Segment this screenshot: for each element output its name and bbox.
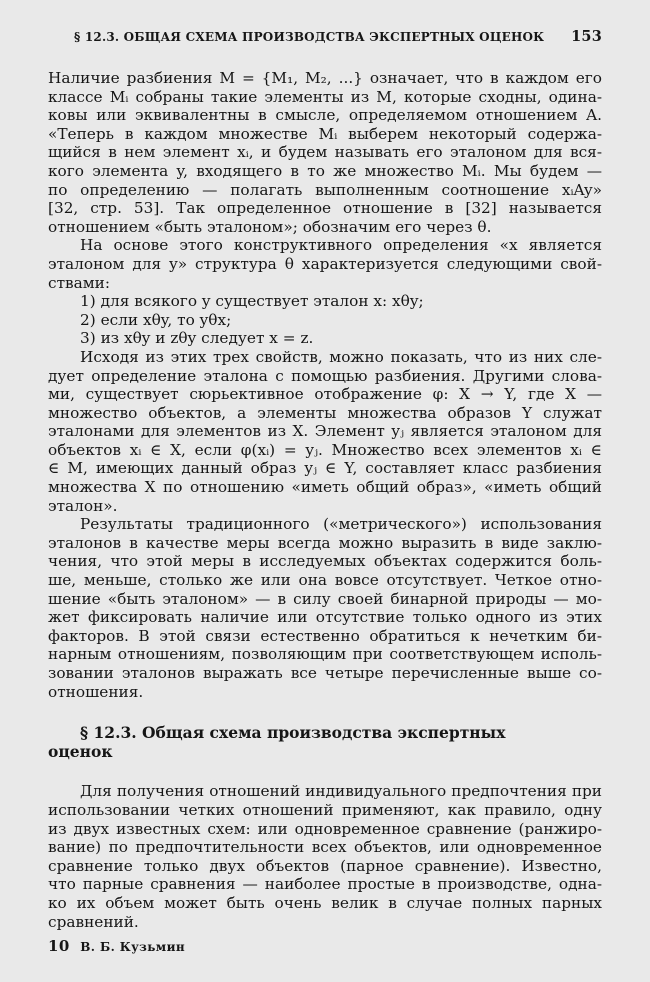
text-line: «Теперь в каждом множестве Mᵢ выберем некоторый содержа- [48,124,602,143]
text-line: щийся в нем элемент xᵢ, и будем называть его эталоном для вся- [48,143,602,162]
text-line: дует определение эталона с помощью разбиения. Другими слова- [48,366,602,385]
text-line: ковы или эквивалентны в смысле, определяемом отношением A. [48,106,602,125]
running-header [74,28,602,45]
text-line: шение «быть эталоном» — в силу своей бинарной природы — мо- [48,589,602,608]
text-line: зовании эталонов выражать все четыре перечисленные выше со- [48,664,602,682]
text-line: множества X по отношению «иметь общий образ», «иметь общий [48,478,602,497]
section-title-line: оценок [48,741,113,761]
text-line: из двух известных схем: или одновременное сравнение (ранжиро- [48,819,602,838]
text-line: Наличие разбиения M = {M₁, M₂, ...} означает, что в каждом его [48,69,602,87]
text-line: ше, меньше, столько же или она вовсе отсутствует. Четкое отно- [48,571,602,590]
signature-footer [48,937,185,955]
text-line: факторов. В этой связи естественно обратиться к нечетким би- [48,626,602,645]
text-line: ствами: [48,273,111,292]
text-line: ∈ M, имеющих данный образ yⱼ ∈ Y, составляет класс разбиения [48,459,602,478]
text-line: сравнение только двух объектов (парное сравнение). Известно, [48,856,602,875]
running-title: § 12.3. ОБЩАЯ СХЕМА ПРОИЗВОДСТВА ЭКСПЕРТНЫХ ОЦЕНОК [74,30,545,44]
text-line: эталон». [48,496,118,515]
text-line: сравнений. [48,912,139,931]
text-line: что парные сравнения — наиболее простые в производстве, одна- [48,875,602,894]
page-body [48,69,602,931]
list-item: 1) для всякого y существует эталон x: xθy; [80,292,424,311]
text-line: эталонами для элементов из X. Элемент yⱼ является эталоном для [48,422,602,441]
paragraph-4 [48,515,602,701]
text-line: [32, стр. 53]. Так определенное отношение в [32] называется [48,199,602,218]
text-line: эталоном для y» структура θ характеризуется следующими свой- [48,254,602,273]
text-line: ко их объем может быть очень велик в случае полных парных [48,893,602,912]
text-line: нарным отношениям, позволяющим при соответствующем исполь- [48,645,602,664]
text-line: кого элемента y, входящего в то же множество Mᵢ. Мы будем — [48,161,602,180]
section-title-line: § 12.3. Общая схема производства экспертных [80,723,506,743]
text-line: множество объектов, а элементы множества образов Y служат [48,403,602,422]
author-name: В. Б. Кузьмин [80,940,186,954]
paragraph-1 [48,69,602,236]
text-line: классе Mᵢ собраны такие элементы из M, которые сходны, одина- [48,87,602,106]
text-line: Для получения отношений индивидуального предпочтения при [80,782,602,801]
section-heading [48,724,602,761]
list-item: 3) из xθy и zθy следует x = z. [80,329,314,348]
text-line: Результаты традиционного («метрического») использования [80,515,602,534]
page-number: 153 [571,28,602,45]
paragraph-2 [48,236,602,292]
text-line: использовании четких отношений применяют, как правило, одну [48,800,602,819]
text-line: эталонов в качестве меры всегда можно выразить в виде заклю- [48,533,602,552]
paragraph-3 [48,348,602,515]
text-line: отношения. [48,682,144,701]
text-line: вание) по предпочтительности всех объектов, или одновременное [48,838,602,857]
text-line: Исходя из этих трех свойств, можно показать, что из них сле- [80,347,602,366]
text-line: чения, что этой меры в исследуемых объектах содержится боль- [48,552,602,571]
text-line: объектов xᵢ ∈ X, если φ(xᵢ) = yⱼ. Множество всех элементов xᵢ ∈ [48,440,602,459]
list-item: 2) если xθy, то yθx; [80,310,232,329]
text-line: жет фиксировать наличие или отсутствие только одного из этих [48,608,602,627]
text-line: ми, существует сюрьективное отображение φ: X → Y, где X — [48,385,602,404]
properties-list [48,292,602,348]
text-line: по определению — полагать выполненным соотношение xᵢAy» [48,180,602,199]
signature-mark: 10 [48,937,70,955]
paragraph-5 [48,782,602,931]
text-line: отношением «быть эталоном»; обозначим его через θ. [48,217,492,236]
text-line: На основе этого конструктивного определения «x является [80,236,602,255]
